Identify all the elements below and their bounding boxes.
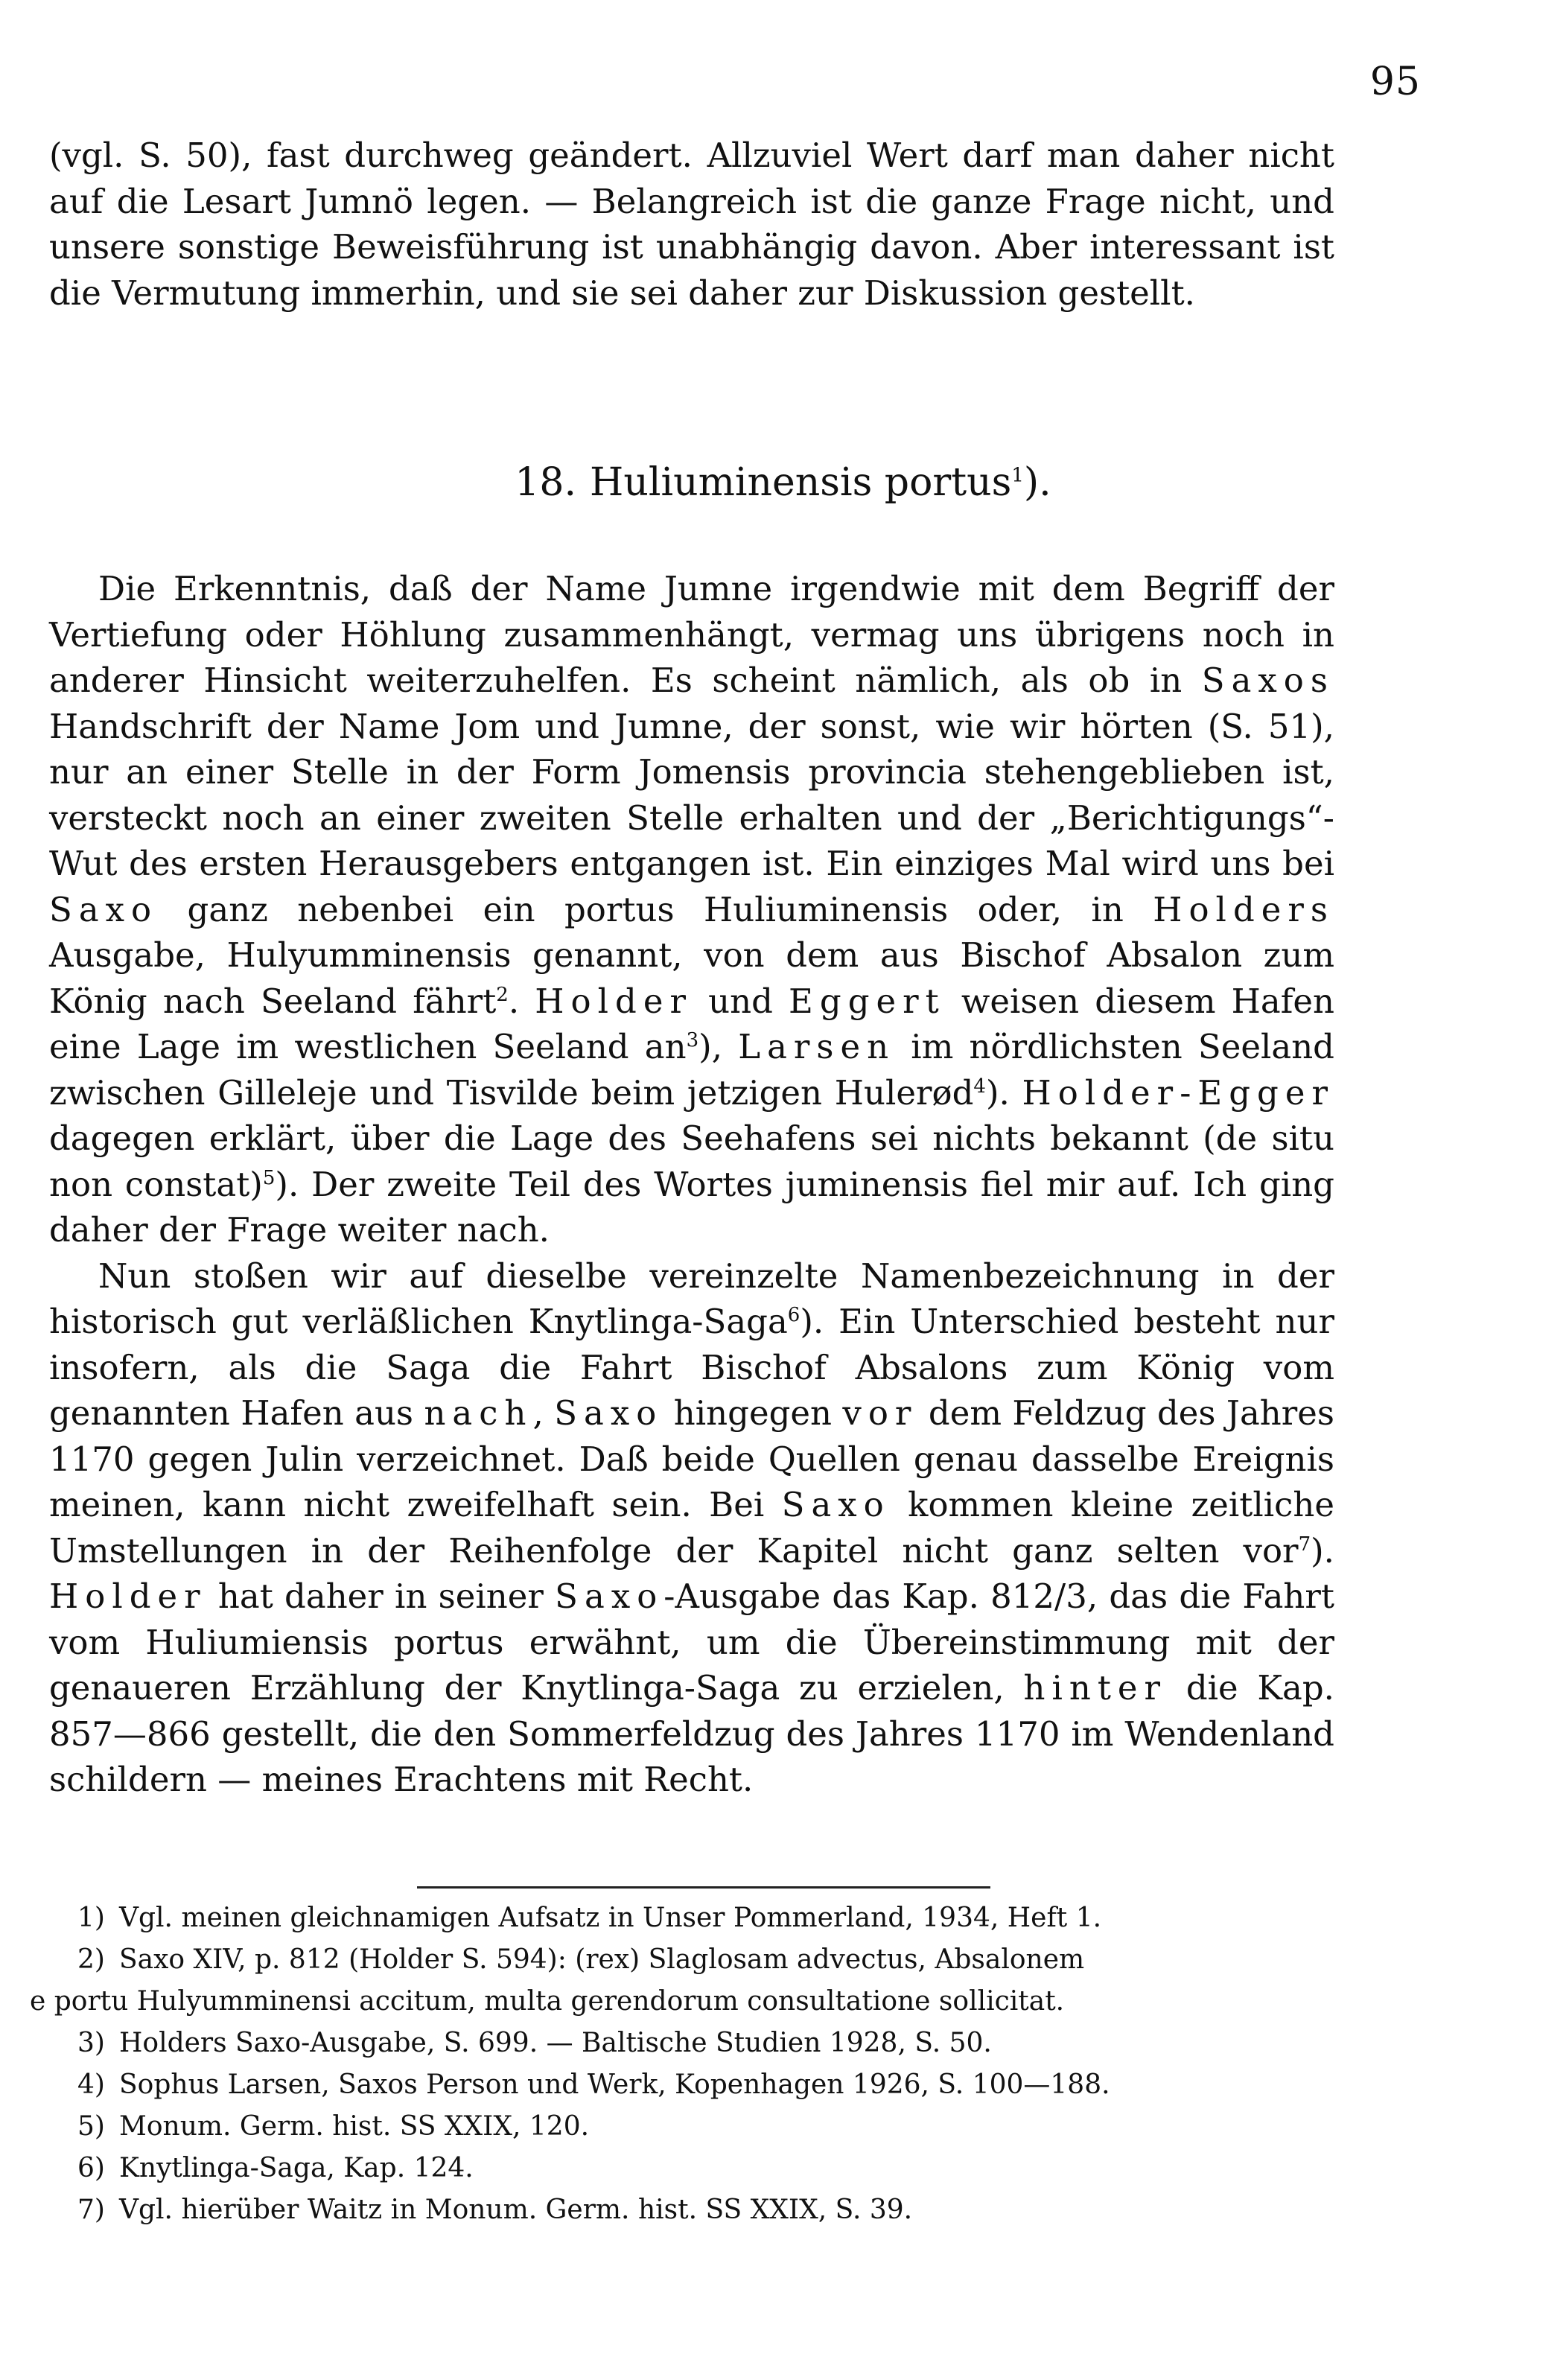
spaced-name: Holder xyxy=(535,981,693,1021)
footnote-5 xyxy=(30,2106,1333,2148)
text-run: ). Ein Unterschied besteht nur insofern, als die Saga die Fahrt Bischof Absalons zum König vom genannten Hafen aus xyxy=(49,1302,1334,1433)
footnote-mark: 3) xyxy=(77,2028,105,2058)
text-run: hingegen xyxy=(663,1393,843,1433)
footnote-text: Vgl. meinen gleichnamigen Aufsatz in Unser Pommerland, 1934, Heft 1. xyxy=(119,1903,1102,1933)
text-run: ), xyxy=(698,1027,739,1066)
spaced-name: Holder-Egger xyxy=(1022,1072,1334,1113)
spaced-name: Saxo xyxy=(554,1393,663,1433)
footnote-text: Saxo XIV, p. 812 (Holder S. 594): (rex) Slaglosam advectus, Absalonem xyxy=(119,1944,1085,1975)
section-title: Huliuminensis portus xyxy=(589,460,1012,505)
spaced-name: Larsen xyxy=(738,1027,896,1066)
text-run: ganz nebenbei ein portus Huliuminensis oder, in xyxy=(158,889,1153,929)
section-number: 18. xyxy=(515,460,576,505)
footnote-2 xyxy=(30,1939,1333,1981)
footnote-7 xyxy=(30,2189,1333,2231)
text-run: -Ausgabe das Kap. 812/3, das die Fahrt vom Huliumiensis portus erwähnt, um die Übereinstimmung mit der genaueren Erzählung der Knytlinga-Saga zu erzielen, xyxy=(49,1576,1334,1708)
footnote-divider xyxy=(417,1886,990,1889)
text-run: . xyxy=(508,981,535,1021)
footnote-ref: 5 xyxy=(262,1166,276,1189)
spaced-name: Saxos xyxy=(1201,661,1334,700)
paragraph-1 xyxy=(49,566,1334,1253)
footnote-mark: 7) xyxy=(77,2195,105,2225)
spaced-word: nach xyxy=(424,1393,533,1433)
text-run: Handschrift der Name Jom und Jumne, der sonst, wie wir hörten (S. 51), nur an einer Stelle in der Form Jomensis provincia stehengeblieben ist, versteckt noch an einer zweiten Stelle erhalten und der „Berichtigungs“-Wut des ersten Herausgebers entgangen ist. Ein einziges Mal wird uns bei xyxy=(49,706,1334,883)
section-body xyxy=(49,566,1334,1803)
footnote-mark: 1) xyxy=(77,1903,105,1933)
section-heading xyxy=(0,460,1566,505)
footnote-text: Sophus Larsen, Saxos Person und Werk, Kopenhagen 1926, S. 100—188. xyxy=(119,2069,1110,2100)
footnote-text: Knytlinga-Saga, Kap. 124. xyxy=(119,2153,474,2183)
text-run: dem Feldzug des Jahres 1170 gegen Julin verzeichnet. Daß beide Quellen genau dasselbe Ereignis meinen, kann nicht zweifelhaft sein. Bei xyxy=(49,1393,1334,1524)
text-run: , xyxy=(532,1393,555,1433)
footnote-mark: 6) xyxy=(77,2153,105,2183)
footnote-mark: 5) xyxy=(77,2111,105,2142)
footnotes xyxy=(30,1897,1333,2231)
intro-text: (vgl. S. 50), fast durchweg geändert. Allzuviel Wert darf man daher nicht auf die Lesart Jumnö legen. — Belangreich ist die ganze Frage nicht, und unsere sonstige Beweisführung ist unabhängig davon. Aber interessant ist die Vermutung immerhin, und sie sei daher zur Diskussion gestellt. xyxy=(49,136,1334,313)
footnote-ref: 2 xyxy=(496,983,509,1006)
intro-paragraph xyxy=(49,133,1334,316)
footnote-ref: 7 xyxy=(1298,1533,1311,1556)
footnote-text: Vgl. hierüber Waitz in Monum. Germ. hist. SS XXIX, S. 39. xyxy=(119,2195,913,2225)
spaced-word: vor xyxy=(842,1393,918,1433)
text-run: Ausgabe, Hulyumminensis genannt, von dem aus Bischof Absalon zum König nach Seeland fährt xyxy=(49,935,1334,1021)
page-number: 95 xyxy=(1369,60,1421,104)
footnote-mark: 2) xyxy=(77,1944,105,1975)
footnote-3 xyxy=(30,2023,1333,2064)
text-run: ). xyxy=(985,1072,1022,1113)
spaced-name: Eggert xyxy=(789,981,946,1021)
paragraph-2 xyxy=(49,1253,1334,1803)
spaced-name: Holders xyxy=(1153,889,1334,929)
text-run: Die Erkenntnis, daß der Name Jumne irgendwie mit dem Begriff der Vertiefung oder Höhlung zusammenhängt, vermag uns übrigens noch in anderer Hinsicht weiterzuhelfen. Es scheint nämlich, als ob in xyxy=(49,569,1334,700)
text-run: hat daher in seiner xyxy=(206,1576,556,1616)
footnote-ref: 6 xyxy=(787,1304,800,1326)
footnote-1 xyxy=(30,1897,1333,1939)
footnote-4 xyxy=(30,2064,1333,2106)
footnote-text: Monum. Germ. hist. SS XXIX, 120. xyxy=(119,2111,590,2142)
footnote-mark: 4) xyxy=(77,2069,105,2100)
text-run: und xyxy=(692,981,789,1021)
text-run: im nördlichsten Seeland zwischen Gilleleje und Tisvilde beim jetzigen Hulerød xyxy=(49,1027,1334,1113)
text-run: kommen kleine zeitliche Umstellungen in der Reihenfolge der Kapitel nicht ganz selten vor xyxy=(49,1485,1334,1571)
footnote-6 xyxy=(30,2148,1333,2189)
footnote-ref: 1 xyxy=(1011,464,1024,487)
spaced-name: Saxo xyxy=(781,1485,891,1524)
text-run: die Kap. 857—866 gestellt, die den Sommerfeldzug des Jahres 1170 im Wendenland schildern — meines Erachtens mit Recht. xyxy=(49,1668,1334,1799)
text-run: weisen diesem Hafen eine Lage im westlichen Seeland an xyxy=(49,981,1334,1066)
section-title-end: ). xyxy=(1023,460,1051,505)
footnote-ref: 3 xyxy=(686,1029,699,1051)
footnote-ref: 4 xyxy=(973,1075,986,1098)
text-run: Nun stoßen wir auf dieselbe vereinzelte Namenbezeichnung in der historisch gut verläßlichen Knytlinga-Saga xyxy=(49,1256,1334,1341)
spaced-name: Saxo xyxy=(49,889,159,929)
spaced-name: Holder xyxy=(49,1576,207,1616)
text-run: ). xyxy=(1311,1530,1334,1571)
spaced-name: Saxo xyxy=(555,1576,664,1616)
footnote-text: Holders Saxo-Ausgabe, S. 699. — Baltische Studien 1928, S. 50. xyxy=(119,2028,992,2058)
spaced-word: hinter xyxy=(1023,1668,1168,1708)
footnote-2-continued xyxy=(30,1981,1333,2023)
text-run: dagegen erklärt, über die Lage des Seehafens sei nichts bekannt (de situ non constat) xyxy=(49,1119,1334,1204)
text-run: ). Der zweite Teil des Wortes juminensis fiel mir auf. Ich ging daher der Frage weiter nach. xyxy=(49,1164,1334,1250)
footnote-text: e portu Hulyumminensi accitum, multa gerendorum consultatione sollicitat. xyxy=(30,1986,1065,2017)
